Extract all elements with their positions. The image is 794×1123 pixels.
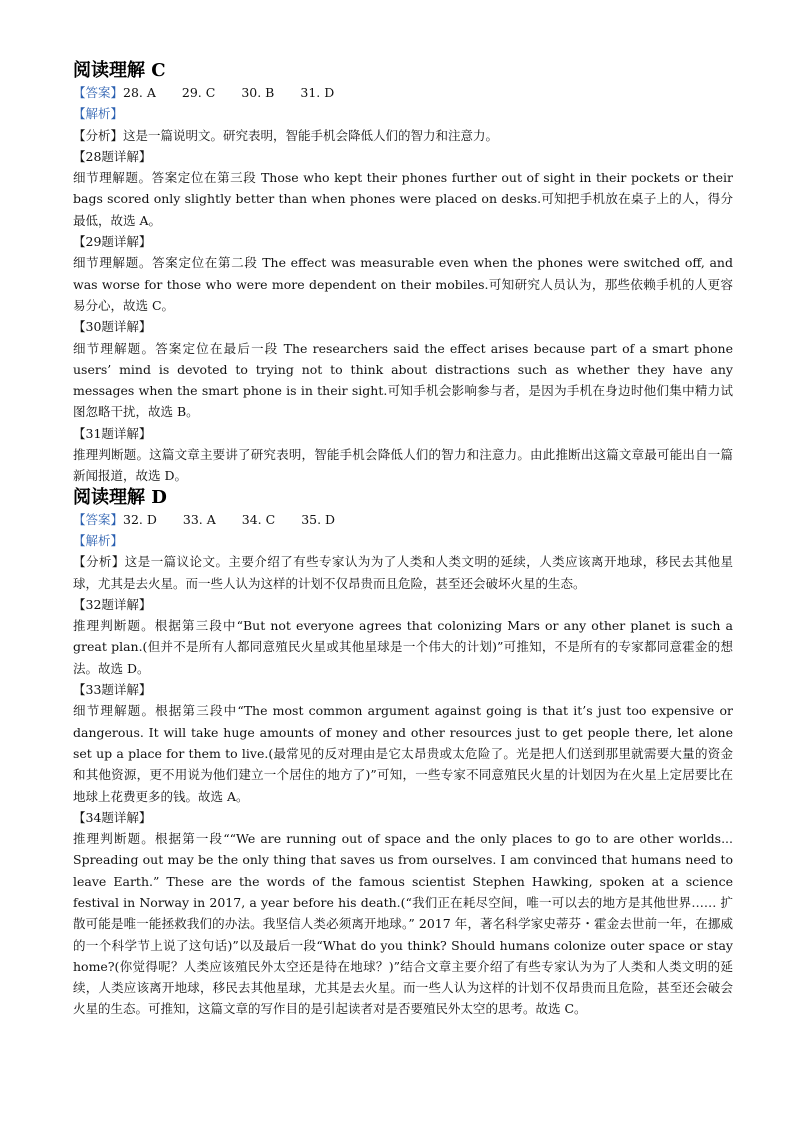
q31-heading: 【31题详解】 (73, 425, 152, 441)
q34-explanation: 推理判断题。根据第一段““We are running out of space and the only places to go to are other worlds... Spreading out may be the only thing that saves us from ourselves. I am convinced that humans need to leave Earth.” These are the words of the famous scientist Stephen Hawking, spoken at a science festival in Norway in 2017, a year before his death.(“我们正在耗尽空间，唯一可以去的地方是其他世界…… 扩散可能是唯一能拯救我们的办法。我坚信人类必须离开地球。” 2017 年，著名科学家史蒂芬・霍金去世前一年，在挪威的一个科学节上说了这句话)”以及最后一段“What do you think? Should humans colonize outer space or stay home?(你觉得呢？人类应该殖民外太空还是待在地球？)”结合文章主要介绍了有些专家认为为了人类和人类文明的延续，人类应该离开地球，移民去其他星球，尤其是去火星。而一些人认为这样的计划不仅昂贵而且危险，甚至还会破会火星的生态。可推知，这篇文章的写作目的是引起读者对是否要殖民外太空的思考。故选 C。 (73, 831, 733, 1017)
section-d-title: 阅读理解 D (73, 486, 167, 508)
q32-heading: 【32题详解】 (73, 596, 152, 612)
answer-29: 29. C (181, 85, 216, 100)
q28-explanation: 细节理解题。答案定位在第三段 Those who kept their phones further out of sight in their pockets or their bags scored only slightly better than when phones were placed on desks.可知把手机放在桌子上的人，得分最低，故选 A。 (73, 170, 733, 228)
q33-explanation: 细节理解题。根据第三段中“The most common argument against going is that it’s just too expensive or dangerous. It will take huge amounts of money and other resources just to get people there, let alone set up a place for them to live.(最常见的反对理由是它太昂贵或太危险了。光是把人们送到那里就需要大量的资金和其他资源，更不用说为他们建立一个居住的地方了)”可知，一些专家不同意殖民火星的计划因为在火星上定居要比在地球上花费更多的钱。故选 A。 (73, 703, 733, 804)
answer-35: 35. D (301, 511, 336, 527)
section-d-answers (73, 509, 733, 530)
section-d-summary: 【分析】这是一篇议论文。主要介绍了有些专家认为为了人类和人类文明的延续，人类应该离开地球，移民去其他星球，尤其是去火星。而一些人认为这样的计划不仅昂贵而且危险，甚至还会破坏火星的生态。 (73, 554, 733, 591)
answer-tag: 【答案】 (73, 511, 124, 527)
q30-explanation: 细节理解题。答案定位在最后一段 The researchers said the effect arises because part of a smart phone users’ mind is devoted to trying not to think about distractions such as whether they have any messages when the smart phone is in their sight.可知手机会影响参与者，是因为手机在身边时他们集中精力试图忽略干扰，故选 B。 (73, 340, 733, 420)
document-page (73, 60, 733, 1020)
section-c-title: 阅读理解 C (73, 60, 166, 81)
answer-34: 34. C (241, 511, 276, 527)
q30-heading: 【30题详解】 (73, 319, 152, 335)
q32-explanation: 推理判断题。根据第三段中“But not everyone agrees that colonizing Mars or any other planet is such a great plan.(但并不是所有人都同意殖民火星或其他星球是一个伟大的计划)”可推知，不是所有的专家都同意霍金的想法。故选 D。 (73, 618, 733, 676)
q29-explanation: 细节理解题。答案定位在第二段 The effect was measurable even when the phones were switched off, and was worse for those who were more dependent on their mobiles.可知研究人员认为，那些依赖手机的人更容易分心，故选 C。 (73, 255, 733, 313)
answer-31: 31. D (300, 85, 335, 100)
answer-33: 33. A (182, 511, 216, 527)
q31-explanation: 推理判断题。这篇文章主要讲了研究表明，智能手机会降低人们的智力和注意力。由此推断出这篇文章最可能出自一篇新闻报道，故选 D。 (73, 447, 733, 484)
q28-heading: 【28题详解】 (73, 148, 152, 164)
analysis-tag: 【解析】 (73, 106, 124, 122)
q34-heading: 【34题详解】 (73, 809, 152, 825)
analysis-tag: 【解析】 (73, 532, 124, 548)
answer-32: 32. D (123, 511, 157, 527)
answer-30: 30. B (241, 85, 275, 100)
answer-tag: 【答案】 (73, 85, 124, 100)
answer-28: 28. A (123, 85, 156, 100)
section-c-summary: 【分析】这是一篇说明文。研究表明，智能手机会降低人们的智力和注意力。 (73, 127, 499, 143)
q29-heading: 【29题详解】 (73, 234, 152, 250)
q33-heading: 【33题详解】 (73, 682, 152, 698)
section-c-answers (73, 82, 733, 103)
